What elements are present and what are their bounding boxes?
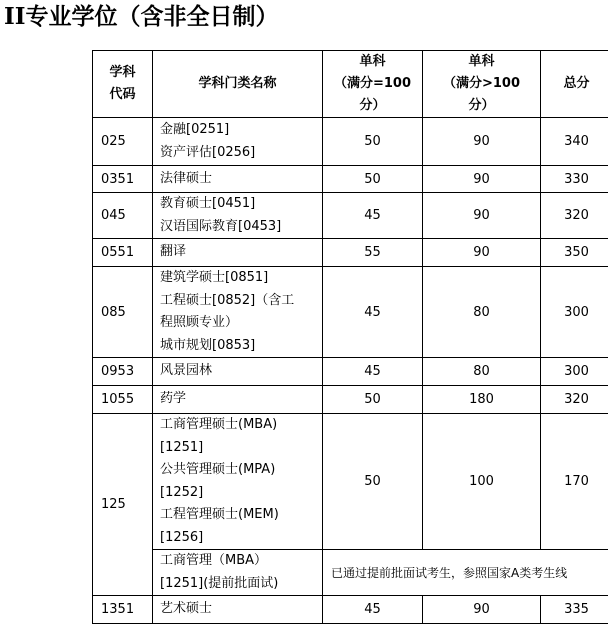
total-score: 340 bbox=[541, 118, 608, 166]
single-score-100: 45 bbox=[323, 193, 423, 239]
subject-name-cell bbox=[153, 596, 323, 624]
subject-code: 0351 bbox=[93, 166, 153, 193]
single-score-over-100: 90 bbox=[423, 239, 541, 267]
table-row bbox=[93, 414, 608, 550]
total-score: 350 bbox=[541, 239, 608, 267]
table-row bbox=[93, 267, 608, 358]
single-score-100: 50 bbox=[323, 386, 423, 414]
subject-name-cell bbox=[153, 550, 323, 596]
subject-name: 工程管理硕士(MEM) bbox=[160, 507, 279, 522]
subject-name: 程照顾专业） bbox=[160, 315, 239, 330]
subject-code: 0953 bbox=[93, 358, 153, 386]
subject-name: 建筑学硕士[0851] bbox=[160, 270, 269, 285]
single-score-over-100: 90 bbox=[423, 166, 541, 193]
subject-name: 汉语国际教育[0453] bbox=[160, 218, 282, 234]
subject-code: 1351 bbox=[93, 596, 153, 624]
single-score-100: 45 bbox=[323, 358, 423, 386]
total-score: 300 bbox=[541, 358, 608, 386]
subject-name: 公共管理硕士(MPA) bbox=[160, 462, 276, 477]
total-score: 300 bbox=[541, 267, 608, 358]
single-score-over-100: 90 bbox=[423, 596, 541, 624]
single-score-over-100: 180 bbox=[423, 386, 541, 414]
single-score-over-100: 80 bbox=[423, 358, 541, 386]
total-score: 330 bbox=[541, 166, 608, 193]
single-score-over-100: 90 bbox=[423, 118, 541, 166]
subject-name: 工商管理（MBA） bbox=[160, 553, 268, 568]
subject-name: 艺术硕士 bbox=[160, 601, 213, 617]
single-score-over-100: 90 bbox=[423, 193, 541, 239]
single-score-100: 55 bbox=[323, 239, 423, 267]
table-row bbox=[93, 596, 608, 624]
table-row bbox=[93, 358, 608, 386]
total-score: 320 bbox=[541, 193, 608, 239]
header-code: 学科 代码 bbox=[93, 51, 153, 118]
single-score-100: 50 bbox=[323, 166, 423, 193]
subject-name-cell bbox=[153, 358, 323, 386]
table-sub-row bbox=[93, 550, 608, 596]
single-score-100: 45 bbox=[323, 596, 423, 624]
subject-name: [1252] bbox=[160, 484, 204, 500]
subject-name: 资产评估[0256] bbox=[160, 144, 256, 160]
header-name: 学科门类名称 bbox=[153, 51, 323, 118]
subject-name: 金融[0251] bbox=[160, 122, 230, 137]
table-row bbox=[93, 118, 608, 166]
subject-name-cell bbox=[153, 118, 323, 166]
subject-name: 翻译 bbox=[160, 244, 187, 260]
subject-name: 教育硕士[0451] bbox=[160, 196, 256, 211]
total-score: 335 bbox=[541, 596, 608, 624]
section-title: II专业学位（含非全日制） bbox=[4, 3, 279, 30]
header-single-100: 单科 （满分=100 分） bbox=[323, 51, 423, 118]
subject-name: [1251] bbox=[160, 439, 204, 455]
table-row bbox=[93, 166, 608, 193]
subject-name-cell bbox=[153, 267, 323, 358]
single-score-over-100: 100 bbox=[423, 414, 541, 550]
subject-name: 法律硕士 bbox=[160, 170, 213, 186]
single-score-100: 45 bbox=[323, 267, 423, 358]
single-score-100: 50 bbox=[323, 414, 423, 550]
subject-name: 城市规划[0853] bbox=[160, 337, 256, 353]
subject-name-cell bbox=[153, 166, 323, 193]
subject-code: 085 bbox=[93, 267, 153, 358]
subject-name: 工程硕士[0852]（含工 bbox=[160, 292, 295, 308]
subject-name-cell bbox=[153, 193, 323, 239]
single-score-over-100: 80 bbox=[423, 267, 541, 358]
subject-name: 药学 bbox=[160, 391, 187, 407]
header-total: 总分 bbox=[541, 51, 608, 118]
score-line-table bbox=[92, 50, 608, 624]
subject-code: 125 bbox=[93, 414, 153, 596]
subject-name: [1251](提前批面试) bbox=[160, 575, 279, 591]
table-row bbox=[93, 193, 608, 239]
total-score: 320 bbox=[541, 386, 608, 414]
header-single-over-100: 单科 （满分>100 分） bbox=[423, 51, 541, 118]
total-score: 170 bbox=[541, 414, 608, 550]
subject-name-cell bbox=[153, 414, 323, 550]
single-score-100: 50 bbox=[323, 118, 423, 166]
subject-name: [1256] bbox=[160, 529, 204, 545]
table-row bbox=[93, 239, 608, 267]
subject-name-cell bbox=[153, 386, 323, 414]
subject-code: 0551 bbox=[93, 239, 153, 267]
table-header-row bbox=[93, 51, 608, 118]
subject-code: 1055 bbox=[93, 386, 153, 414]
subject-name: 工商管理硕士(MBA) bbox=[160, 417, 278, 432]
subject-name-cell bbox=[153, 239, 323, 267]
subject-code: 025 bbox=[93, 118, 153, 166]
subject-name: 风景园林 bbox=[160, 363, 213, 379]
note-cell: 已通过提前批面试考生，参照国家A类考生线 bbox=[323, 550, 608, 596]
table-row bbox=[93, 386, 608, 414]
subject-code: 045 bbox=[93, 193, 153, 239]
